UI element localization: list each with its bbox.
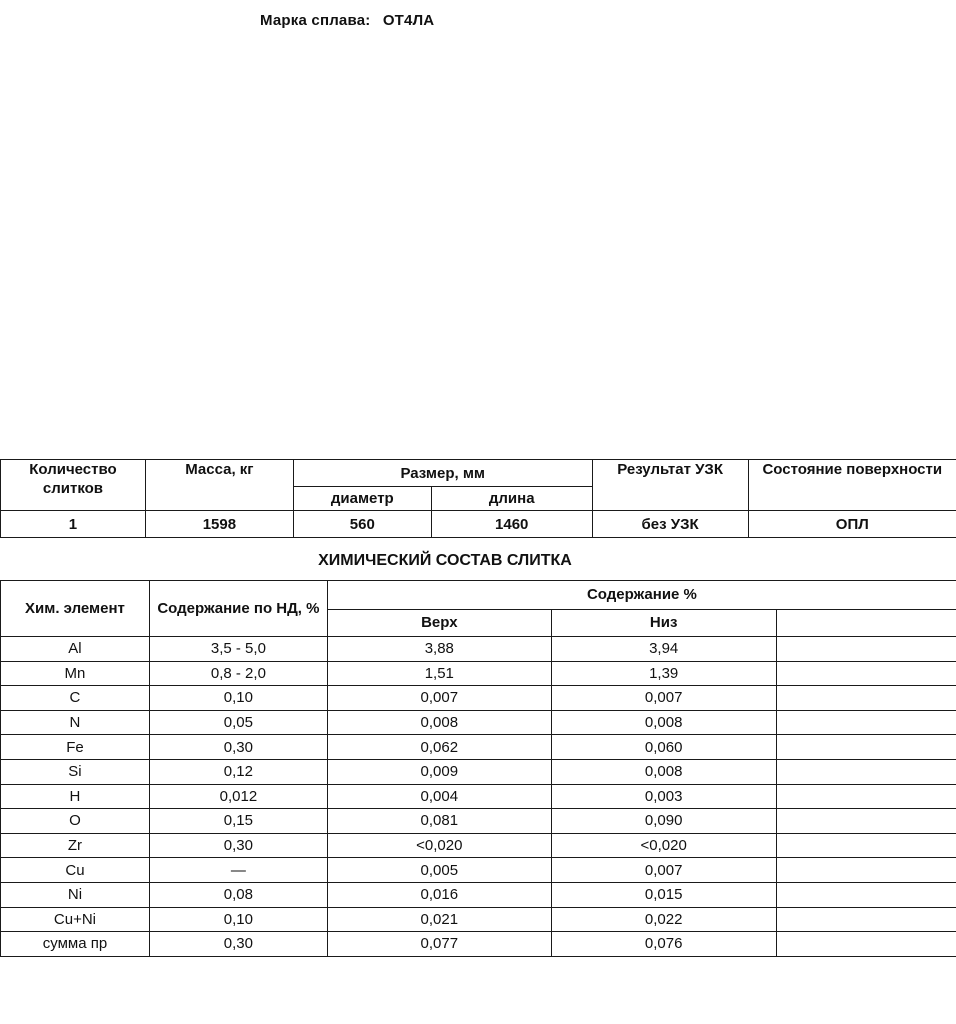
cell-element: сумма пр bbox=[1, 932, 150, 957]
cell-nd: 0,08 bbox=[149, 882, 327, 907]
cell-bottom: 0,007 bbox=[551, 858, 776, 883]
header-size: Размер, мм bbox=[293, 460, 592, 487]
value-length: 1460 bbox=[431, 511, 592, 538]
header-surface: Состояние поверхности bbox=[748, 460, 956, 511]
cell-element: Cu+Ni bbox=[1, 907, 150, 932]
chem-row bbox=[1, 686, 956, 711]
cell-empty bbox=[776, 882, 956, 907]
cell-empty bbox=[776, 661, 956, 686]
header-empty bbox=[776, 610, 956, 637]
cell-top: 0,077 bbox=[327, 932, 551, 957]
cell-empty bbox=[776, 735, 956, 760]
cell-empty bbox=[776, 759, 956, 784]
alloy-grade-label: Марка сплава: bbox=[260, 12, 371, 29]
cell-bottom: 1,39 bbox=[551, 661, 776, 686]
cell-top: 0,081 bbox=[327, 809, 551, 834]
cell-top: 1,51 bbox=[327, 661, 551, 686]
header-content: Содержание % bbox=[327, 581, 956, 610]
cell-top: 0,008 bbox=[327, 710, 551, 735]
header-count: Количество слитков bbox=[1, 460, 146, 511]
cell-element: Si bbox=[1, 759, 150, 784]
cell-bottom: 0,007 bbox=[551, 686, 776, 711]
cell-top: 0,007 bbox=[327, 686, 551, 711]
chem-row bbox=[1, 759, 956, 784]
chem-row bbox=[1, 858, 956, 883]
cell-bottom: 0,008 bbox=[551, 710, 776, 735]
chem-row bbox=[1, 637, 956, 662]
cell-element: H bbox=[1, 784, 150, 809]
cell-empty bbox=[776, 637, 956, 662]
cell-element: Al bbox=[1, 637, 150, 662]
chem-row bbox=[1, 882, 956, 907]
chem-row bbox=[1, 735, 956, 760]
cell-element: Mn bbox=[1, 661, 150, 686]
cell-nd: 0,15 bbox=[149, 809, 327, 834]
cell-element: Cu bbox=[1, 858, 150, 883]
cell-empty bbox=[776, 809, 956, 834]
ingot-value-row bbox=[1, 511, 956, 538]
alloy-grade-value: ОТ4ЛА bbox=[382, 12, 435, 29]
chem-row bbox=[1, 833, 956, 858]
value-diameter: 560 bbox=[293, 511, 431, 538]
chem-row bbox=[1, 809, 956, 834]
header-mass: Масса, кг bbox=[145, 460, 293, 511]
cell-nd: 0,012 bbox=[149, 784, 327, 809]
header-top: Верх bbox=[327, 610, 551, 637]
cell-empty bbox=[776, 833, 956, 858]
cell-empty bbox=[776, 686, 956, 711]
chem-row bbox=[1, 710, 956, 735]
cell-element: Zr bbox=[1, 833, 150, 858]
cell-bottom: 0,015 bbox=[551, 882, 776, 907]
chem-row bbox=[1, 661, 956, 686]
cell-nd: 0,30 bbox=[149, 833, 327, 858]
cell-bottom: 0,003 bbox=[551, 784, 776, 809]
cell-empty bbox=[776, 858, 956, 883]
value-surface: ОПЛ bbox=[748, 511, 956, 538]
chem-rows bbox=[1, 637, 956, 957]
cell-element: O bbox=[1, 809, 150, 834]
chem-table bbox=[0, 580, 956, 957]
chem-row bbox=[1, 907, 956, 932]
value-uzk: без УЗК bbox=[592, 511, 748, 538]
cell-nd: 0,05 bbox=[149, 710, 327, 735]
cell-top: <0,020 bbox=[327, 833, 551, 858]
cell-nd: 3,5 - 5,0 bbox=[149, 637, 327, 662]
value-count: 1 bbox=[1, 511, 146, 538]
cell-bottom: 0,060 bbox=[551, 735, 776, 760]
cell-nd: 0,10 bbox=[149, 686, 327, 711]
cell-top: 0,005 bbox=[327, 858, 551, 883]
ingot-table bbox=[0, 459, 956, 538]
ingot-header-row bbox=[1, 460, 956, 487]
cell-top: 0,016 bbox=[327, 882, 551, 907]
cell-top: 0,004 bbox=[327, 784, 551, 809]
cell-nd: 0,10 bbox=[149, 907, 327, 932]
chem-section-title: ХИМИЧЕСКИЙ СОСТАВ СЛИТКА bbox=[318, 552, 572, 569]
cell-top: 0,021 bbox=[327, 907, 551, 932]
cell-bottom: 3,94 bbox=[551, 637, 776, 662]
header-diameter: диаметр bbox=[293, 487, 431, 511]
header-nd: Содержание по НД, % bbox=[149, 581, 327, 637]
alloy-grade bbox=[260, 12, 442, 29]
cell-top: 0,009 bbox=[327, 759, 551, 784]
cell-element: C bbox=[1, 686, 150, 711]
cell-empty bbox=[776, 932, 956, 957]
header-length: длина bbox=[431, 487, 592, 511]
cell-element: Ni bbox=[1, 882, 150, 907]
cell-empty bbox=[776, 907, 956, 932]
cell-empty bbox=[776, 710, 956, 735]
cell-bottom: 0,008 bbox=[551, 759, 776, 784]
cell-nd: 0,8 - 2,0 bbox=[149, 661, 327, 686]
cell-top: 0,062 bbox=[327, 735, 551, 760]
cell-top: 3,88 bbox=[327, 637, 551, 662]
chem-row bbox=[1, 784, 956, 809]
chem-header-row bbox=[1, 581, 956, 610]
chem-row bbox=[1, 932, 956, 957]
cell-nd: 0,30 bbox=[149, 735, 327, 760]
cell-element: N bbox=[1, 710, 150, 735]
cell-empty bbox=[776, 784, 956, 809]
cell-bottom: <0,020 bbox=[551, 833, 776, 858]
header-bottom: Низ bbox=[551, 610, 776, 637]
cell-bottom: 0,022 bbox=[551, 907, 776, 932]
cell-bottom: 0,076 bbox=[551, 932, 776, 957]
cell-nd: 0,12 bbox=[149, 759, 327, 784]
value-mass: 1598 bbox=[145, 511, 293, 538]
cell-nd: — bbox=[149, 858, 327, 883]
header-element: Хим. элемент bbox=[1, 581, 150, 637]
cell-nd: 0,30 bbox=[149, 932, 327, 957]
cell-element: Fe bbox=[1, 735, 150, 760]
header-uzk: Результат УЗК bbox=[592, 460, 748, 511]
cell-bottom: 0,090 bbox=[551, 809, 776, 834]
